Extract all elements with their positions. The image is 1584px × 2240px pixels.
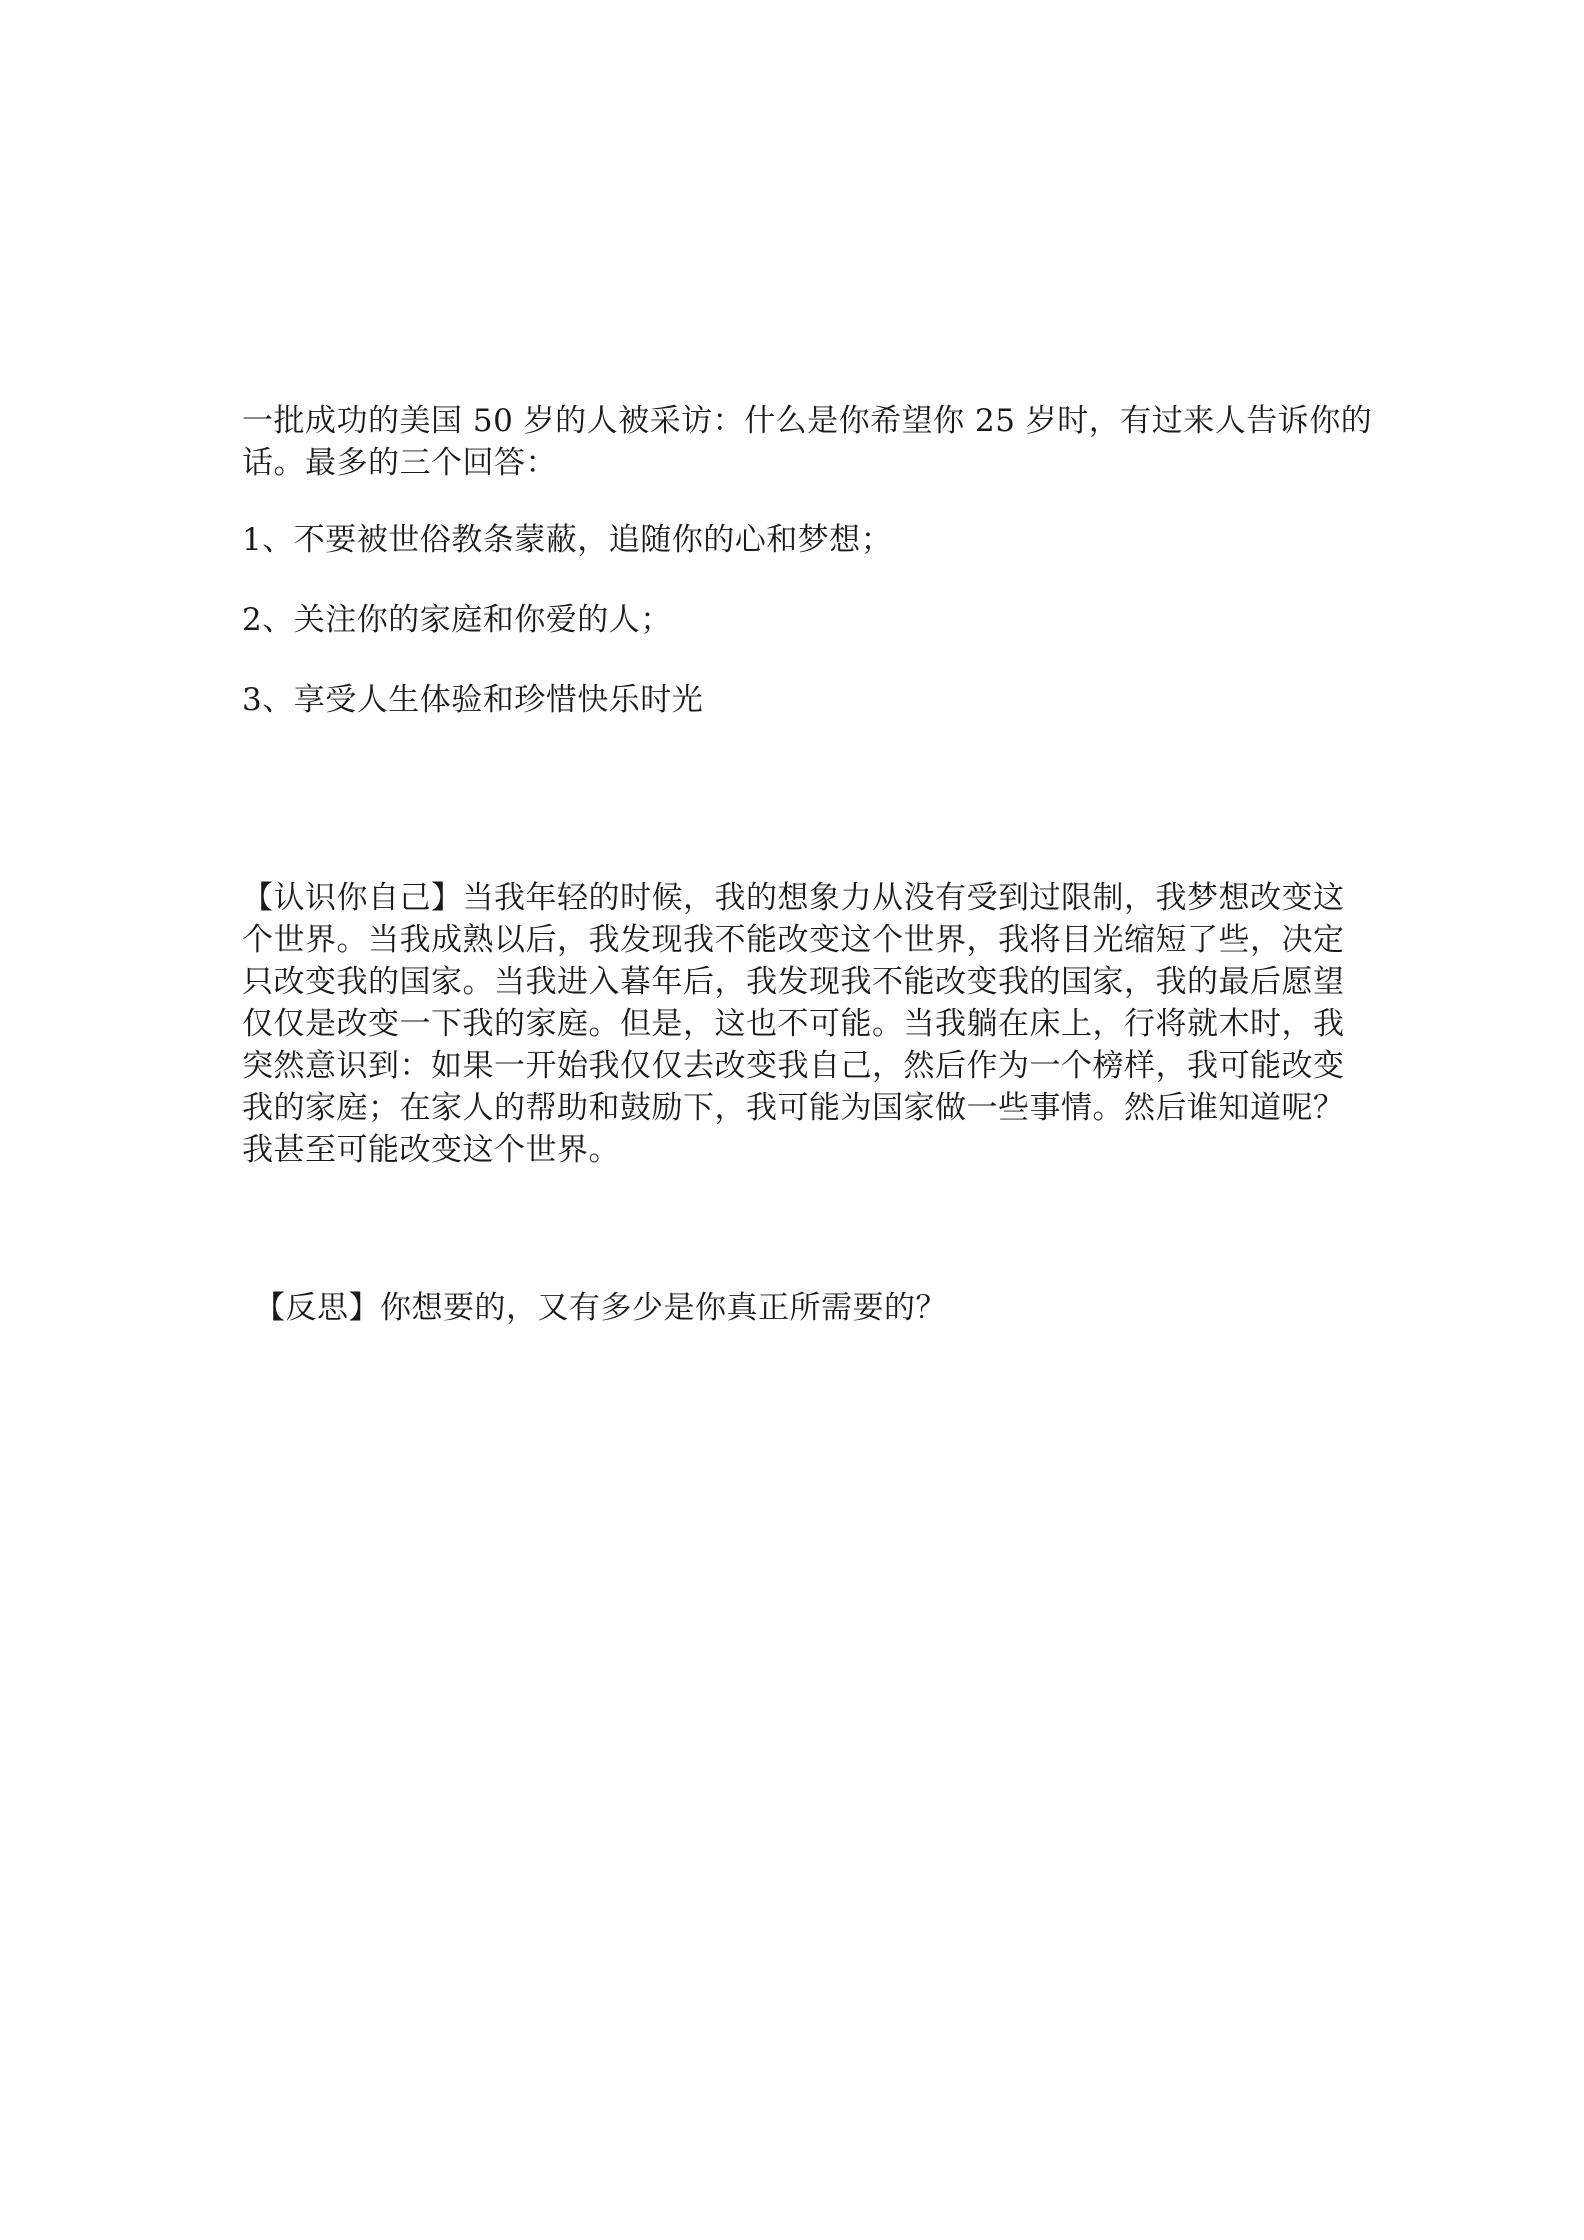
- answer-item-3: [242, 679, 1352, 721]
- intro-line: 一批成功的美国 50 岁的人被采访：什么是你希望你 25 岁时，有过来人告诉你的: [242, 403, 1373, 439]
- paragraph-line: 个世界。当我成熟以后，我发现我不能改变这个世界，我将目光缩短了些，决定: [242, 922, 1345, 958]
- paragraph-line: 仅仅是改变一下我的家庭。但是，这也不可能。当我躺在床上，行将就木时，我: [242, 1006, 1345, 1042]
- paragraph-line: 【认识你自己】当我年轻的时候，我的想象力从没有受到过限制，我梦想改变这: [242, 880, 1345, 916]
- reflection-text: 【反思】你想要的，又有多少是你真正所需要的？: [254, 1290, 947, 1326]
- answer-item-2: [242, 599, 1352, 641]
- intro-paragraph: [242, 400, 1373, 484]
- paragraph-line: 我甚至可能改变这个世界。: [242, 1132, 620, 1168]
- answer-item-1: [242, 519, 1352, 561]
- paragraph-line: 我的家庭；在家人的帮助和鼓励下，我可能为国家做一些事情。然后谁知道呢？: [242, 1090, 1345, 1126]
- paragraph-line: 只改变我的国家。当我进入暮年后，我发现我不能改变我的国家，我的最后愿望: [242, 964, 1345, 1000]
- reflection-paragraph: [254, 1287, 1364, 1329]
- paragraph-line: 突然意识到：如果一开始我仅仅去改变我自己，然后作为一个榜样，我可能改变: [242, 1048, 1345, 1084]
- answer-text: 3、享受人生体验和珍惜快乐时光: [242, 682, 704, 718]
- know-yourself-paragraph: [242, 877, 1352, 1171]
- intro-line: 话。最多的三个回答：: [242, 445, 557, 481]
- answer-text: 2、关注你的家庭和你爱的人；: [242, 602, 672, 638]
- answer-text: 1、不要被世俗教条蒙蔽，追随你的心和梦想；: [242, 522, 893, 558]
